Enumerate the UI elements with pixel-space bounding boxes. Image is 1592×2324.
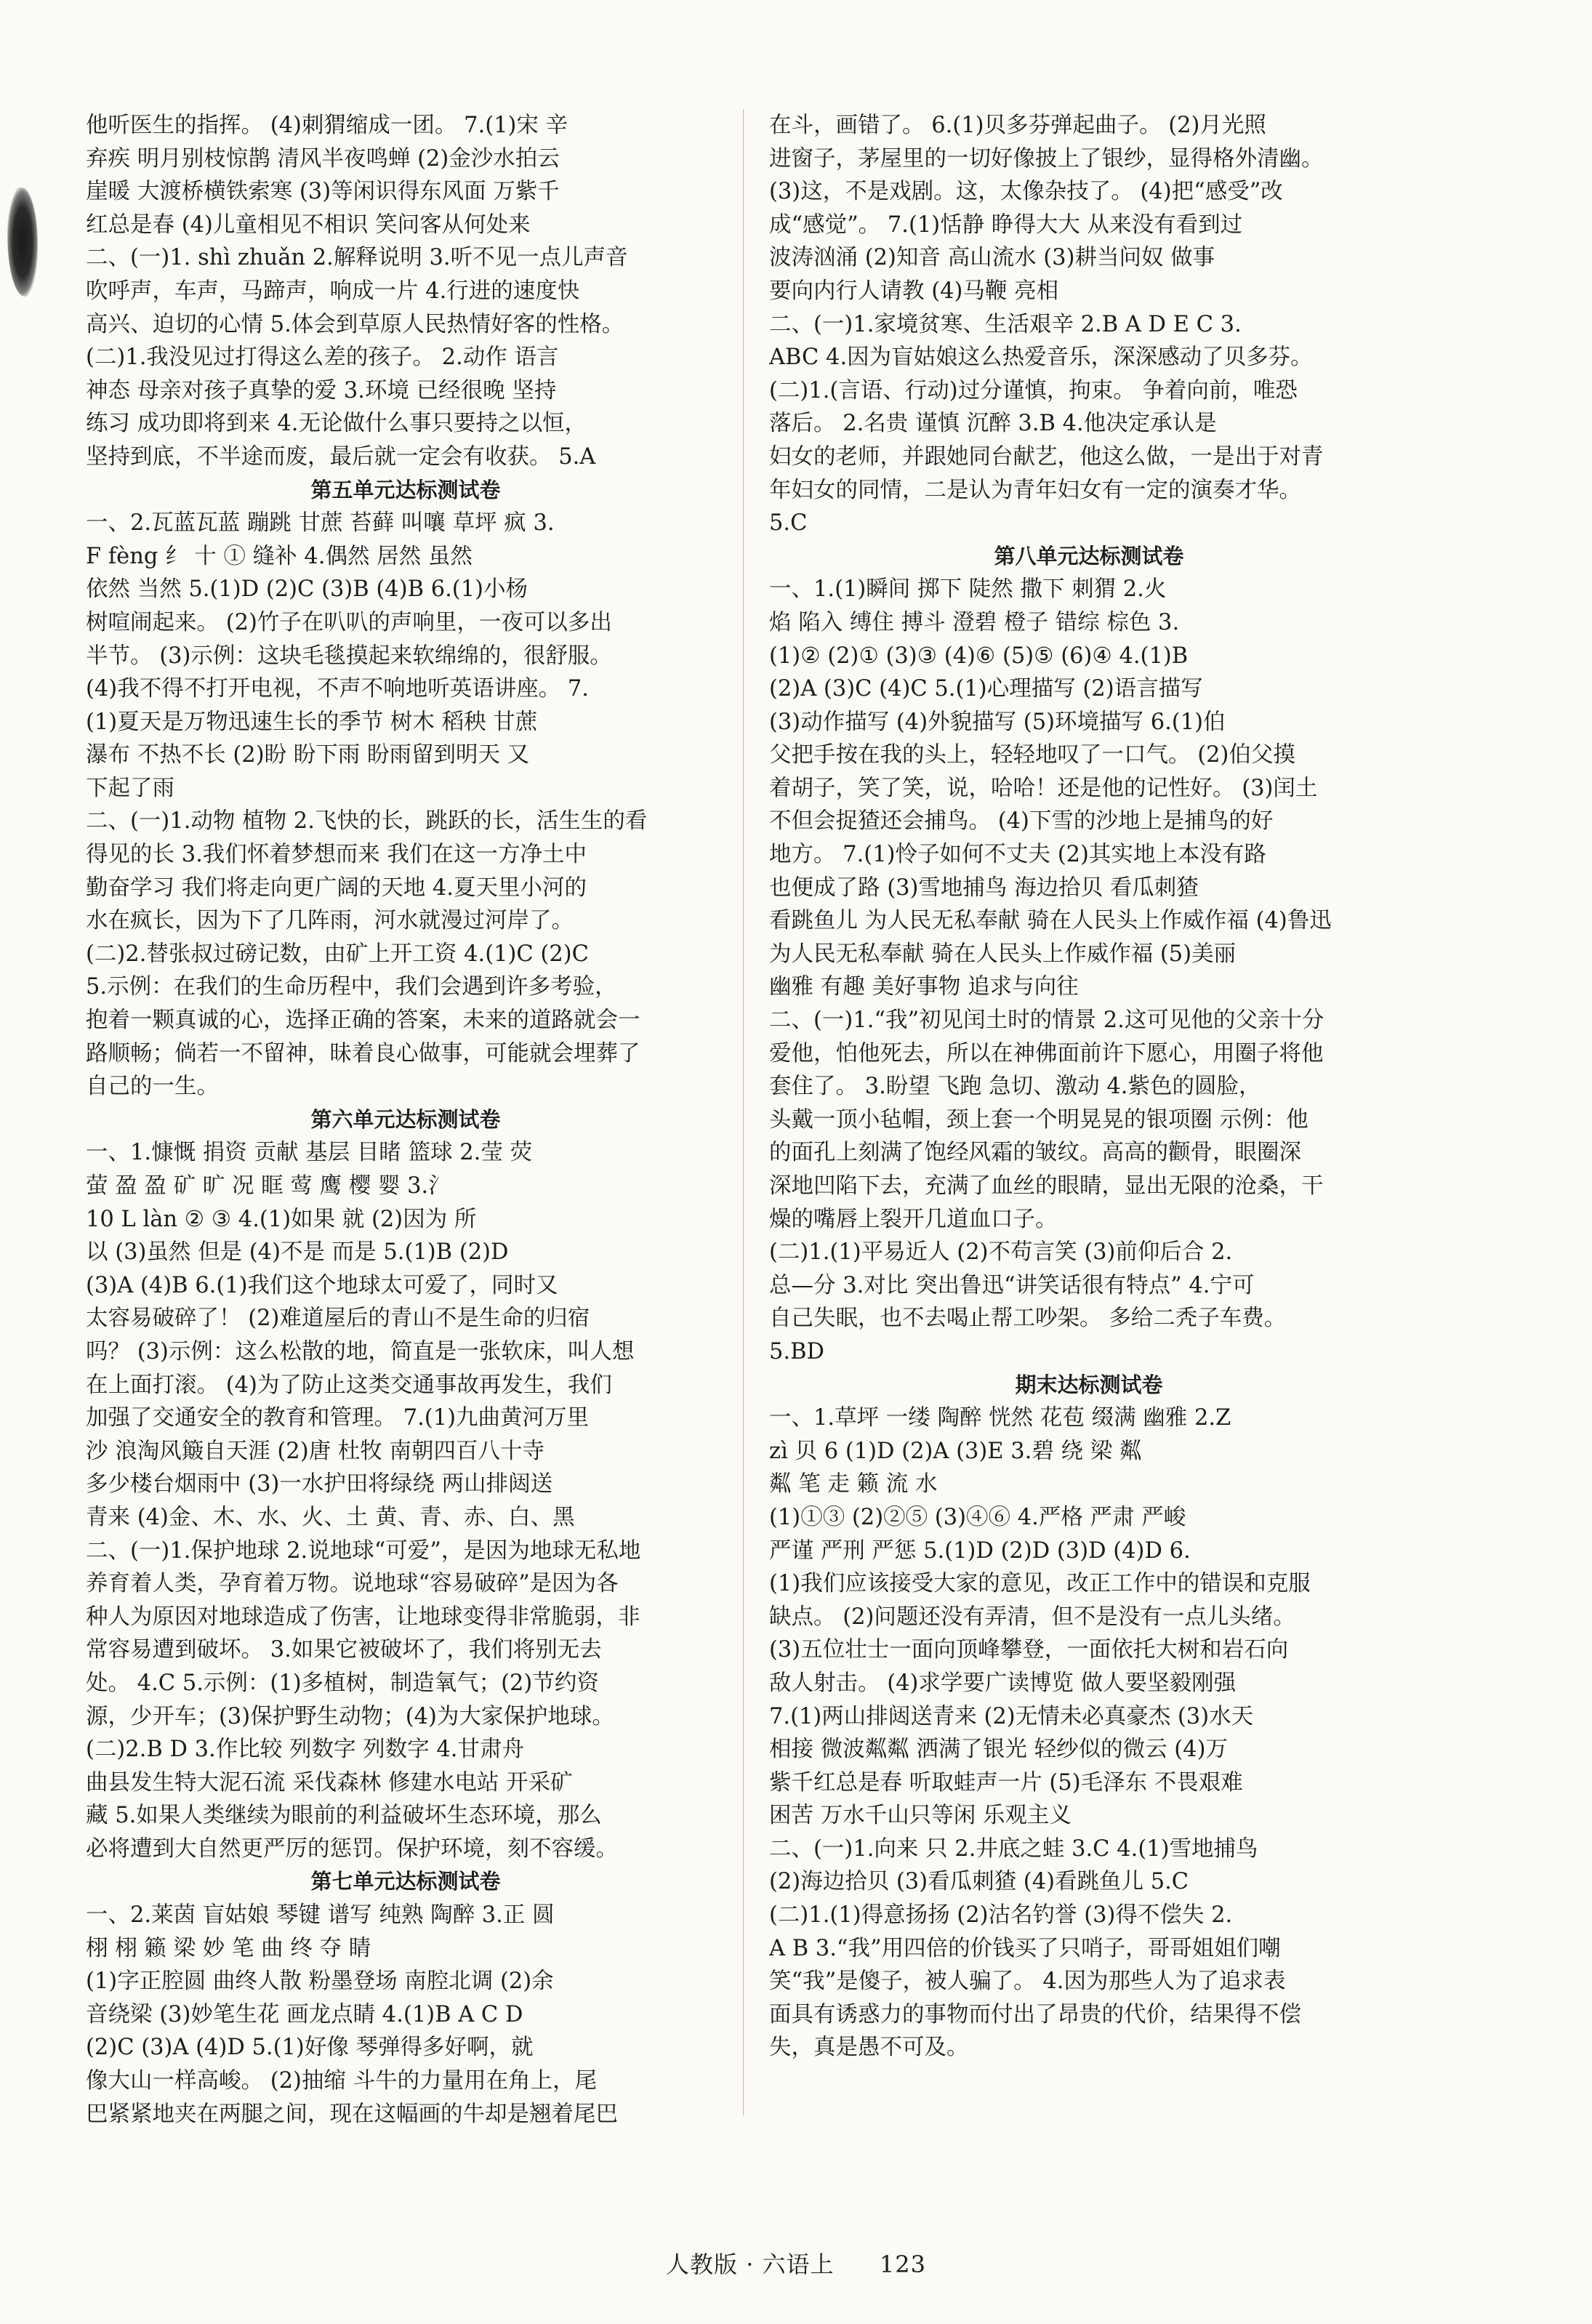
answer-line: 自己的一生。 bbox=[86, 1074, 219, 1100]
answer-line: (二)2.替张叔过磅记数，由矿上开工资 4.(1)C (2)C bbox=[86, 941, 589, 967]
answer-line: 进窗子，茅屋里的一切好像披上了银纱，显得格外清幽。 bbox=[769, 145, 1324, 172]
answer-line: 得见的长 3.我们怀着梦想而来 我们在这一方净土中 bbox=[86, 842, 587, 868]
answer-line: 下起了雨 bbox=[86, 775, 174, 801]
section-heading: 期末达标测试卷 bbox=[1015, 1372, 1163, 1397]
answer-line: 吗？ (3)示例：这么松散的地，简直是一张软床，叫人想 bbox=[86, 1338, 635, 1364]
answer-line: 紫千红总是春 听取蛙声一片 (5)毛泽东 不畏艰难 bbox=[769, 1769, 1243, 1796]
answer-line: 幽雅 有趣 美好事物 追求与向往 bbox=[769, 974, 1079, 1000]
answer-line: 他听医生的指挥。 (4)刺猬缩成一团。 7.(1)宋 辛 bbox=[86, 113, 568, 138]
answer-line: 父把手按在我的头上，轻轻地叹了一口气。 (2)伯父摸 bbox=[769, 742, 1295, 768]
answer-line: 总—分 3.对比 突出鲁迅“讲笑话很有特点” 4.宁可 bbox=[769, 1272, 1255, 1298]
answer-line: 看跳鱼儿 为人民无私奉献 骑在人民头上作威作福 (4)鲁迅 bbox=[769, 908, 1332, 934]
answer-line: 成“感觉”。 7.(1)恬静 睁得大大 从来没有看到过 bbox=[769, 212, 1243, 238]
right-column bbox=[769, 109, 1409, 2064]
left-column bbox=[86, 109, 725, 2131]
answer-line: 萤 盈 盈 矿 旷 况 眶 莺 鹰 樱 婴 3.氵 bbox=[86, 1173, 451, 1199]
answer-line: 一、1.(1)瞬间 掷下 陡然 撒下 刺猬 2.火 bbox=[769, 576, 1167, 603]
answer-line: 勤奋学习 我们将走向更广阔的天地 4.夏天里小河的 bbox=[86, 874, 587, 901]
answer-line: 爱他，怕他死去，所以在神佛面前许下愿心，用圈子将他 bbox=[769, 1040, 1324, 1066]
answer-line: (二)1.(1)得意扬扬 (2)沽名钓誉 (3)得不偿失 2. bbox=[769, 1902, 1233, 1929]
answer-line: (3)A (4)B 6.(1)我们这个地球太可爱了，同时又 bbox=[86, 1272, 558, 1298]
answer-line: 10 L làn ② ③ 4.(1)如果 就 (2)因为 所 bbox=[86, 1206, 477, 1232]
answer-line: 半节。 (3)示例：这块毛毯摸起来软绵绵的，很舒服。 bbox=[86, 643, 612, 669]
section-heading: 第六单元达标测试卷 bbox=[310, 1106, 501, 1132]
answer-line: 瀑布 不热不长 (2)盼 盼下雨 盼雨留到明天 又 bbox=[86, 742, 530, 768]
answer-line: 着胡子，笑了笑，说，哈哈！还是他的记性好。 (3)闰土 bbox=[769, 775, 1318, 801]
answer-line: 种人为原因对地球造成了伤害，让地球变得非常脆弱，非 bbox=[86, 1604, 640, 1630]
answer-line: A B 3.“我”用四倍的价钱买了只哨子，哥哥姐姐们嘲 bbox=[769, 1935, 1281, 1961]
answer-line: 自己失眠，也不去喝止帮工吵架。 多给二秃子车费。 bbox=[769, 1306, 1287, 1332]
answer-line: 处。 4.C 5.示例：(1)多植树，制造氧气；(2)节约资 bbox=[86, 1670, 599, 1696]
answer-line: 多少楼台烟雨中 (3)一水护田将绿绕 两山排闼送 bbox=[86, 1471, 553, 1497]
footer-page-number: 123 bbox=[879, 2251, 926, 2278]
page-footer bbox=[0, 2246, 1592, 2280]
answer-line: 一、1.慷慨 捐资 贡献 基层 目睹 篮球 2.莹 荧 bbox=[86, 1140, 533, 1166]
answer-line: (2)海边拾贝 (3)看瓜刺猹 (4)看跳鱼儿 5.C bbox=[769, 1869, 1189, 1895]
answer-line: zì 贝 6 (1)D (2)A (3)E 3.碧 绕 梁 粼 bbox=[769, 1438, 1142, 1464]
answer-line: 二、(一)1.保护地球 2.说地球“可爱”，是因为地球无私地 bbox=[86, 1537, 641, 1564]
column-divider bbox=[743, 109, 744, 2115]
answer-line: 青来 (4)金、木、水、火、土 黄、青、赤、白、黑 bbox=[86, 1504, 575, 1530]
answer-line: 神态 母亲对孩子真挚的爱 3.环境 已经很晚 坚持 bbox=[86, 377, 557, 403]
answer-line: 练习 成功即将到来 4.无论做什么事只要持之以恒， bbox=[86, 411, 587, 437]
answer-line: 笑“我”是傻子，被人骗了。 4.因为那些人为了追求表 bbox=[769, 1969, 1286, 1995]
answer-line: (二)1.(1)平易近人 (2)不苟言笑 (3)前仰后合 2. bbox=[769, 1239, 1233, 1266]
answer-line: 巴紧紧地夹在两腿之间，现在这幅画的牛却是翘着尾巴 bbox=[86, 2101, 618, 2127]
answer-line: 5.示例：在我们的生命历程中，我们会遇到许多考验， bbox=[86, 974, 617, 1000]
answer-line: (1)夏天是万物迅速生长的季节 树木 稻秧 甘蔗 bbox=[86, 709, 538, 735]
answer-line: ABC 4.因为盲姑娘这么热爱音乐，深深感动了贝多芬。 bbox=[769, 345, 1313, 371]
section-heading: 第五单元达标测试卷 bbox=[310, 477, 501, 502]
answer-line: 藏 5.如果人类继续为眼前的利益破坏生态环境，那么 bbox=[86, 1803, 602, 1829]
answer-line: (二)1.我没见过打得这么差的孩子。 2.动作 语言 bbox=[86, 345, 559, 371]
answer-line: 要向内行人请教 (4)马鞭 亮相 bbox=[769, 278, 1059, 304]
answer-line: 不但会捉猹还会捕鸟。 (4)下雪的沙地上是捕鸟的好 bbox=[769, 808, 1274, 835]
answer-line: 以 (3)虽然 但是 (4)不是 而是 5.(1)B (2)D bbox=[86, 1239, 509, 1266]
answer-line: 树喧闹起来。 (2)竹子在叭叭的声响里，一夜可以多出 bbox=[86, 609, 612, 635]
answer-line: 套住了。 3.盼望 飞跑 急切、激动 4.紫色的圆脸， bbox=[769, 1074, 1261, 1100]
answer-line: 高兴、迫切的心情 5.体会到草原人民热情好客的性格。 bbox=[86, 311, 624, 337]
answer-line: 5.C bbox=[769, 510, 808, 536]
answer-line: F fèng 纟 十 ① 缝补 4.偶然 居然 虽然 bbox=[86, 543, 473, 569]
answer-line: 在斗，画错了。 6.(1)贝多芬弹起曲子。 (2)月光照 bbox=[769, 113, 1266, 138]
answer-line: 头戴一顶小毡帽，颈上套一个明晃晃的银项圈 示例：他 bbox=[769, 1106, 1308, 1133]
answer-line: 一、1.草坪 一缕 陶醉 恍然 花苞 缀满 幽雅 2.Z bbox=[769, 1405, 1231, 1431]
answer-line: 落后。 2.名贵 谨慎 沉醉 3.B 4.他决定承认是 bbox=[769, 411, 1217, 437]
answer-line: 也便成了路 (3)雪地捕鸟 海边拾贝 看瓜刺猹 bbox=[769, 874, 1199, 901]
answer-line: 加强了交通安全的教育和管理。 7.(1)九曲黄河万里 bbox=[86, 1405, 589, 1431]
answer-line: 一、2.瓦蓝瓦蓝 蹦跳 甘蔗 苔藓 叫嚷 草坪 疯 3. bbox=[86, 510, 555, 536]
answer-line: 7.(1)两山排闼送青来 (2)无情未必真豪杰 (3)水天 bbox=[769, 1703, 1254, 1729]
answer-line: 燥的嘴唇上裂开几道血口子。 bbox=[769, 1206, 1058, 1232]
answer-line: 困苦 万水千山只等闲 乐观主义 bbox=[769, 1803, 1072, 1829]
answer-line: 地方。 7.(1)怜子如何不丈夫 (2)其实地上本没有路 bbox=[769, 842, 1266, 868]
answer-line: 栩 栩 籁 梁 妙 笔 曲 终 夺 睛 bbox=[86, 1935, 371, 1961]
answer-line: (2)C (3)A (4)D 5.(1)好像 琴弹得多好啊，就 bbox=[86, 2035, 534, 2061]
answer-line: 依然 当然 5.(1)D (2)C (3)B (4)B 6.(1)小杨 bbox=[86, 576, 528, 603]
answer-line: (1)② (2)① (3)③ (4)⑥ (5)⑤ (6)④ 4.(1)B bbox=[769, 643, 1189, 669]
answer-line: 崖暖 大渡桥横铁索寒 (3)等闲识得东风面 万紫千 bbox=[86, 179, 560, 205]
answer-line: 粼 笔 走 籁 流 水 bbox=[769, 1471, 938, 1497]
scan-smudge bbox=[7, 188, 38, 297]
answer-line: 5.BD bbox=[769, 1338, 824, 1364]
answer-line: 常容易遭到破坏。 3.如果它被破坏了，我们将别无去 bbox=[86, 1637, 602, 1663]
answer-line: 太容易破碎了！ (2)难道屋后的青山不是生命的归宿 bbox=[86, 1306, 590, 1332]
answer-line: 源，少开车；(3)保护野生动物；(4)为大家保护地球。 bbox=[86, 1703, 614, 1729]
answer-line: 波涛汹涌 (2)知音 高山流水 (3)耕当问奴 做事 bbox=[769, 245, 1215, 271]
answer-line: 坚持到底，不半途而废，最后就一定会有收获。 5.A bbox=[86, 443, 596, 470]
answer-line: 二、(一)1.家境贫寒、生活艰辛 2.B A D E C 3. bbox=[769, 311, 1242, 337]
answer-line: 相接 微波粼粼 洒满了银光 轻纱似的微云 (4)万 bbox=[769, 1737, 1228, 1763]
answer-line: 二、(一)1.动物 植物 2.飞快的长，跳跃的长，活生生的看 bbox=[86, 808, 648, 835]
answer-line: (3)这，不是戏剧。这，太像杂技了。 (4)把“感受”改 bbox=[769, 179, 1283, 205]
answer-line: 的面孔上刻满了饱经风霜的皱纹。高高的颧骨，眼圈深 bbox=[769, 1140, 1301, 1166]
section-heading: 第七单元达标测试卷 bbox=[310, 1869, 501, 1894]
answer-line: 一、2.莱茵 盲姑娘 琴键 谱写 纯熟 陶醉 3.正 圆 bbox=[86, 1902, 555, 1929]
answer-line: (1)我们应该接受大家的意见，改正工作中的错误和克服 bbox=[769, 1571, 1311, 1597]
answer-line: 吹呼声，车声，马蹄声，响成一片 4.行进的速度快 bbox=[86, 278, 580, 304]
answer-line: 失，真是愚不可及。 bbox=[769, 2035, 969, 2061]
answer-line: 二、(一)1. shì zhuǎn 2.解释说明 3.听不见一点儿声音 bbox=[86, 245, 628, 271]
answer-line: 焰 陷入 缚住 搏斗 澄碧 橙子 错综 棕色 3. bbox=[769, 609, 1180, 635]
answer-line: 红总是春 (4)儿童相见不相识 笑问客从何处来 bbox=[86, 212, 531, 238]
answer-line: 在上面打滚。 (4)为了防止这类交通事故再发生，我们 bbox=[86, 1372, 612, 1398]
answer-line: 为人民无私奉献 骑在人民头上作威作福 (5)美丽 bbox=[769, 941, 1237, 967]
answer-line: 深地凹陷下去，充满了血丝的眼睛，显出无限的沧桑，干 bbox=[769, 1173, 1324, 1199]
answer-line: 抱着一颗真诚的心，选择正确的答案，未来的道路就会一 bbox=[86, 1008, 640, 1034]
answer-line: 严谨 严刑 严惩 5.(1)D (2)D (3)D (4)D 6. bbox=[769, 1537, 1191, 1564]
answer-line: 必将遭到大自然更严厉的惩罚。保护环境，刻不容缓。 bbox=[86, 1836, 618, 1862]
answer-line: (2)A (3)C (4)C 5.(1)心理描写 (2)语言描写 bbox=[769, 676, 1203, 702]
answer-line: 面具有诱惑力的事物而付出了昂贵的代价，结果得不偿 bbox=[769, 2001, 1301, 2027]
answer-line: (4)我不得不打开电视，不声不响地听英语讲座。 7. bbox=[86, 676, 589, 702]
answer-line: 二、(一)1.向来 只 2.井底之蛙 3.C 4.(1)雪地捕鸟 bbox=[769, 1836, 1258, 1862]
answer-line: 养育着人类，孕育着万物。说地球“容易破碎”是因为各 bbox=[86, 1571, 619, 1597]
answer-line: (3)动作描写 (4)外貌描写 (5)环境描写 6.(1)伯 bbox=[769, 709, 1226, 735]
answer-line: 音绕梁 (3)妙笔生花 画龙点睛 4.(1)B A C D bbox=[86, 2001, 523, 2027]
answer-line: 缺点。 (2)问题还没有弄清，但不是没有一点儿头绪。 bbox=[769, 1604, 1295, 1630]
answer-line: (3)五位壮士一面向顶峰攀登，一面依托大树和岩石向 bbox=[769, 1637, 1289, 1663]
footer-dot: · bbox=[746, 2251, 755, 2278]
answer-line: 沙 浪淘风簸自天涯 (2)唐 杜牧 南朝四百八十寺 bbox=[86, 1438, 544, 1464]
answer-line: 年妇女的同情，二是认为青年妇女有一定的演奏才华。 bbox=[769, 477, 1301, 503]
answer-line: (1)①③ (2)②⑤ (3)④⑥ 4.严格 严肃 严峻 bbox=[769, 1504, 1186, 1530]
section-heading: 第八单元达标测试卷 bbox=[994, 543, 1184, 568]
footer-book: 六语上 bbox=[762, 2251, 835, 2278]
answer-line: 二、(一)1.“我”初见闰土时的情景 2.这可见他的父亲十分 bbox=[769, 1008, 1324, 1034]
answer-line: 像大山一样高峻。 (2)抽缩 斗牛的力量用在角上，尾 bbox=[86, 2068, 598, 2094]
answer-line: 妇女的老师，并跟她同台献艺，他这么做，一是出于对青 bbox=[769, 443, 1324, 470]
answer-line: 曲县发生特大泥石流 采伐森林 修建水电站 开采矿 bbox=[86, 1769, 573, 1796]
answer-line: (二)2.B D 3.作比较 列数字 列数字 4.甘肃舟 bbox=[86, 1737, 524, 1763]
answer-line: 水在疯长，因为下了几阵雨，河水就漫过河岸了。 bbox=[86, 908, 574, 934]
answer-line: 敌人射击。 (4)求学要广读博览 做人要坚毅刚强 bbox=[769, 1670, 1237, 1696]
answer-line: (二)1.(言语、行动)过分谨慎，拘束。 争着向前，唯恐 bbox=[769, 377, 1298, 403]
answer-line: (1)字正腔圆 曲终人散 粉墨登场 南腔北调 (2)余 bbox=[86, 1969, 554, 1995]
answer-line: 弃疾 明月别枝惊鹊 清风半夜鸣蝉 (2)金沙水拍云 bbox=[86, 145, 560, 172]
footer-edition: 人教版 bbox=[666, 2251, 739, 2278]
answer-line: 路顺畅；倘若一不留神，昧着良心做事，可能就会埋葬了 bbox=[86, 1040, 640, 1066]
